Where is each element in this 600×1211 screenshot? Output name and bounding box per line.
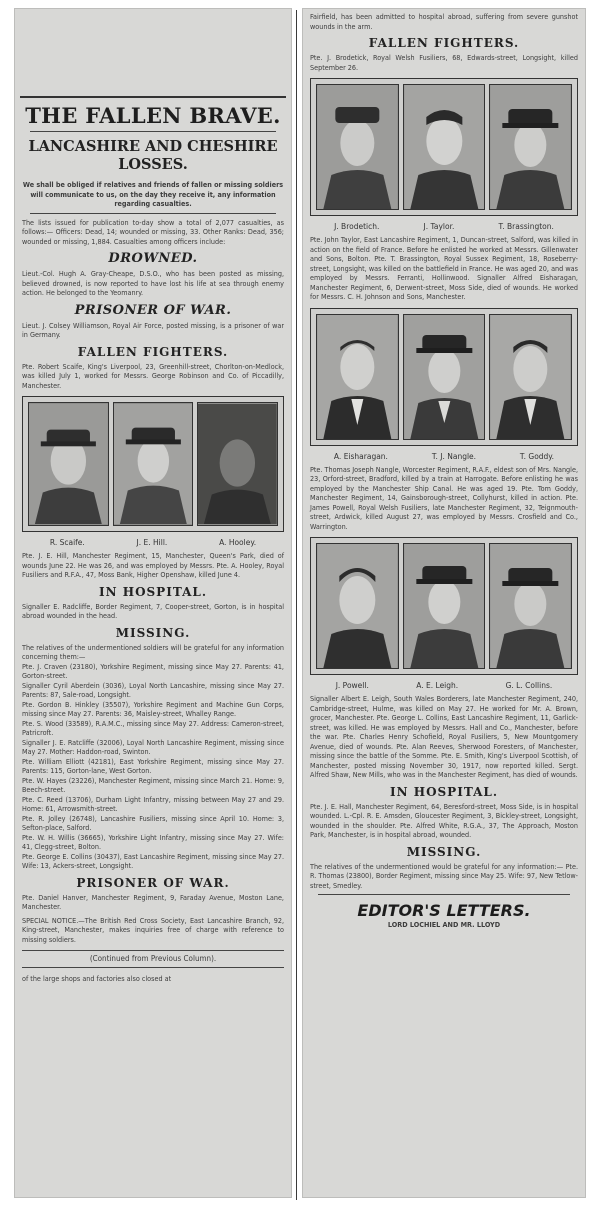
- soldier-photo: [489, 314, 572, 440]
- missing-entry: Pte. C. Reed (13706), Durham Light Infantry, missing between May 27 and 29. Home: 61, Arrowsmith-street.: [22, 794, 284, 814]
- right-photo-captions-1: [312, 222, 576, 231]
- soldier-portrait-icon: [490, 544, 571, 668]
- lists-text: The lists issued for publication to-day show a total of 2,077 casualties, as follows:— Officers: Dead, 14; wounded or missing, 33. Other Ranks: Dead, 356; wounded or missing, 1,884. Casualties among officers include:: [22, 217, 284, 246]
- continued-box: [22, 950, 284, 968]
- soldier-photo: [489, 543, 572, 669]
- soldier-photo: [316, 314, 399, 440]
- soldier-portrait-icon: [404, 544, 485, 668]
- after-photos-text: Pte. J. E. Hill, Manchester Regiment, 15, Manchester, Queen's Park, died of wounds June 22. He was 26, and was employed by Messrs. Pte. A. Hooley, Royal Fusiliers and R.F.A., 47, Moss Bank, Higher Openshaw, killed June 4.: [22, 551, 284, 580]
- soldier-portrait-icon: [198, 403, 277, 525]
- photo-caption: A. Eisharagan.: [333, 451, 388, 461]
- soldier-photo: [28, 402, 109, 526]
- missing-entry: Pte. W. H. Willis (36665), Yorkshire Light Infantry, missing since May 27. Wife: 41, Clegg-street, Bolton.: [22, 832, 284, 852]
- section-drowned: DROWNED.: [108, 251, 198, 267]
- section-prisoner-2: PRISONER OF WAR.: [76, 875, 230, 890]
- special-notice: SPECIAL NOTICE.—The British Red Cross Society, East Lancashire Branch, 92, King-street, Manchester, makes inquiries free of charge with reference to missing soldiers.: [22, 915, 284, 944]
- masthead-rule: [30, 131, 276, 132]
- photo-caption: J. E. Hill.: [136, 538, 168, 548]
- photo-caption: J. Brodetich.: [334, 222, 380, 231]
- section-hospital: IN HOSPITAL.: [98, 584, 208, 599]
- fallen-text: Pte. Robert Scaife, King's Liverpool, 23, Greenhill-street, Chorlton-on-Medlock, was killed July 1, worked for Messrs. George Robinson and Co. of Piccadilly, Manchester.: [22, 361, 284, 390]
- drowned-text: Lieut.-Col. Hugh A. Gray-Cheape, D.S.O., who has been posted as missing, believed drowned, is now reported to have lost his life at sea through enemy action. He belonged to the Yeomanry.: [22, 269, 284, 298]
- intro-rule: [30, 213, 276, 214]
- editor-heading: EDITOR'S LETTERS.: [357, 901, 531, 920]
- missing-entry: Signaller J. E. Ratcliffe (32006), Loyal North Lancashire Regiment, missing since May 27. Mother: Haddon-road, Swinton.: [22, 737, 284, 757]
- continued-label: (Continued from Previous Column).: [89, 954, 217, 964]
- top-text: Fairfield, has been admitted to hospital abroad, suffering from severe gunshot wounds in the arm.: [310, 12, 578, 31]
- fallen-intro: Pte. J. Brodetick, Royal Welsh Fusiliers, 68, Edwards-street, Longsight, killed September 26.: [310, 53, 578, 72]
- right-photo-strip-3: [310, 537, 578, 675]
- prisoner2-text: Pte. Daniel Hanver, Manchester Regiment, 9, Faraday Avenue, Moston Lane, Manchester.: [22, 892, 284, 912]
- missing-text: The relatives of the undermentioned would be grateful for any information:— Pte. R. Thomas (23800), Border Regiment, missing since May 25. Wife: 97, New Tetlow-street, Smedley.: [310, 861, 578, 890]
- missing-intro: The relatives of the undermentioned soldiers will be grateful for any information concerning them:—: [22, 642, 284, 662]
- civilian-portrait-icon: [317, 544, 398, 668]
- photo-caption: G. L. Collins.: [505, 681, 553, 690]
- bottom-text: LORD LOCHIEL AND MR. LLOYD: [387, 920, 501, 929]
- left-newspaper-column: [14, 8, 292, 1198]
- missing-heading: MISSING.: [406, 844, 482, 859]
- right-photo-captions-3: [312, 681, 576, 690]
- missing-entry: Pte. Gordon B. Hinkley (35507), Yorkshire Regiment and Machine Gun Corps, missing since May 27. Parents: 36, Maisley-street, Whalley Range.: [22, 699, 284, 719]
- soldier-portrait-icon: [114, 403, 193, 525]
- bottom-text: of the large shops and factories also closed at: [22, 973, 172, 983]
- missing-entry: Pte. J. Craven (23180), Yorkshire Regiment, missing since May 27. Parents: 41, Gorton-street.: [22, 661, 284, 681]
- masthead: THE FALLEN BRAVE.: [25, 103, 281, 128]
- soldier-portrait-icon: [490, 85, 571, 209]
- photo-caption: J. Powell.: [335, 681, 369, 690]
- top-rule: [20, 96, 286, 98]
- hospital-text: Signaller E. Radcliffe, Border Regiment, 7, Cooper-street, Gorton, is in hospital abroad wounded in the head.: [22, 601, 284, 621]
- intro-text: We shall be obliged if relatives and friends of fallen or missing soldiers will communicate to us, on the day they receive it, any information regarding casualties.: [22, 180, 284, 209]
- missing-entry: Pte. S. Wood (33589), R.A.M.C., missing since May 27. Address: Cameron-street, Patricroft.: [22, 718, 284, 738]
- soldier-portrait-icon: [404, 85, 485, 209]
- prisoner-text: Lieut. J. Colsey Williamson, Royal Air Force, posted missing, is a prisoner of war in Germany.: [22, 320, 284, 340]
- text-block-3: Signaller Albert E. Leigh, South Wales Borderers, late Manchester Regiment, 240, Cambridge-street, Hulme, was killed on May 27. He worked for Mr. A. Brown, grocer, Manchester. Pte. George L. Collins, East Lancashire Regiment, 11, Garlick-street, was killed. He was employed by Messrs. Hall and Co., Manchester, before the war. Pte. Charles Henry Schofield, Royal Fusiliers, 5, New Mountgomery Avenue, died of wounds. Pte. Alan Reeves, Sherwood Foresters, of Manchester, missing since the battle of the Somme. Pte. E. Smith, King's Liverpool Scottish, of Manchester, posted missing November 30, 1917, now reported killed. Sergt. Alfred Shaw, New Mills, who was in the Manchester Regiment, has died of wounds.: [310, 694, 578, 779]
- right-photo-strip-1: [310, 78, 578, 216]
- hospital-heading: IN HOSPITAL.: [389, 784, 499, 799]
- fallen-heading: FALLEN FIGHTERS.: [368, 36, 520, 50]
- civilian-portrait-icon: [490, 315, 571, 439]
- editor-rule: [318, 894, 570, 895]
- missing-entry: Pte. R. Jolley (26748), Lancashire Fusiliers, missing since April 10. Home: 3, Sefton-place, Salford.: [22, 813, 284, 833]
- photo-caption: A. E. Leigh.: [416, 681, 459, 690]
- right-newspaper-column: [302, 8, 586, 1198]
- photo-caption: T. Goddy.: [519, 451, 555, 461]
- civilian-portrait-icon: [317, 315, 398, 439]
- missing-entry: Pte. W. Hayes (23226), Manchester Regiment, missing since March 21. Home: 9, Beech-street.: [22, 775, 284, 795]
- soldier-portrait-icon: [317, 85, 398, 209]
- soldier-portrait-icon: [29, 403, 108, 525]
- soldier-photo: [403, 543, 486, 669]
- soldier-photo: [113, 402, 194, 526]
- text-block-1: Pte. John Taylor, East Lancashire Regiment, 1, Duncan-street, Salford, was killed in action on the field of France. Before he enlisted he worked at Messrs. Gillenwater and Sons, Bolton. Pte. T. Brassington, Royal Sussex Regiment, 18, Roseberry-street, Longsight, was killed on the battlefield in France. He was aged 20, and was employed by Messrs. Ferranti, Hollinwood. Signaller Alfred Eisharagan, Manchester Regiment, 6, Derwent-street, Moss Side, died of wounds. He worked for Messrs. C. H. Johnson and Sons, Manchester.: [310, 235, 578, 301]
- photo-caption: T. J. Nangle.: [431, 451, 477, 461]
- subheading: LANCASHIRE AND CHESHIRE LOSSES.: [28, 138, 278, 174]
- right-photo-strip-2: [310, 308, 578, 446]
- soldier-photo: [316, 84, 399, 210]
- text-block-2: Pte. Thomas Joseph Nangle, Worcester Regiment, R.A.F., eldest son of Mrs. Nangle, 23, Orford-street, Bradford, killed by a train at Harrogate. Before enlisting he was employed by the Manchester Ship Canal. He was aged 19. Pte. Tom Goddy, Manchester Regiment, 14, Gainsborough-street, Collyhurst, killed in action. Pte. James Powell, Royal Welsh Fusiliers, late Manchester Regiment, 32, Teignmouth-street, Ardwick, killed August 27, was employed by Messrs. Crosfield and Co., Warrington.: [310, 464, 578, 531]
- photo-caption: J. Taylor.: [423, 222, 455, 231]
- left-photo-captions: [24, 538, 282, 547]
- section-fallen: FALLEN FIGHTERS.: [77, 344, 229, 359]
- section-missing: MISSING.: [115, 625, 191, 640]
- soldier-portrait-icon: [404, 315, 485, 439]
- missing-entry: Pte. William Elliott (42181), East Yorkshire Regiment, missing since May 27. Parents: 115, Gorton-lane, West Gorton.: [22, 756, 284, 776]
- right-photo-captions-2: [312, 452, 576, 461]
- left-photo-strip: [22, 396, 284, 532]
- column-divider: [296, 10, 297, 1200]
- hospital-text: Pte. J. E. Hall, Manchester Regiment, 64, Beresford-street, Moss Side, is in hospital wounded. L.-Cpl. R. E. Amsden, Gloucester Regiment, 3, Bickley-street, Longsight, wounded in the shoulder. Pte. Alfred White, R.G.A., 37, The Approach, Moston Park, Manchester, is in hospital abroad, wounded.: [310, 801, 578, 839]
- soldier-photo: [197, 402, 278, 526]
- section-prisoner: PRISONER OF WAR.: [74, 302, 232, 318]
- photo-caption: T. Brassington.: [498, 222, 554, 231]
- photo-caption: R. Scaife.: [49, 538, 85, 548]
- soldier-photo: [403, 314, 486, 440]
- soldier-photo: [403, 84, 486, 210]
- missing-entry: Pte. George E. Collins (30437), East Lancashire Regiment, missing since May 27. Wife: 13, Ackers-street, Longsight.: [22, 851, 284, 871]
- missing-entry: Signaller Cyril Aberdein (3036), Loyal North Lancashire, missing since May 27. Parents: 87, Sale-road, Longsight.: [22, 680, 284, 700]
- photo-caption: A. Hooley.: [219, 538, 257, 548]
- soldier-photo: [316, 543, 399, 669]
- soldier-photo: [489, 84, 572, 210]
